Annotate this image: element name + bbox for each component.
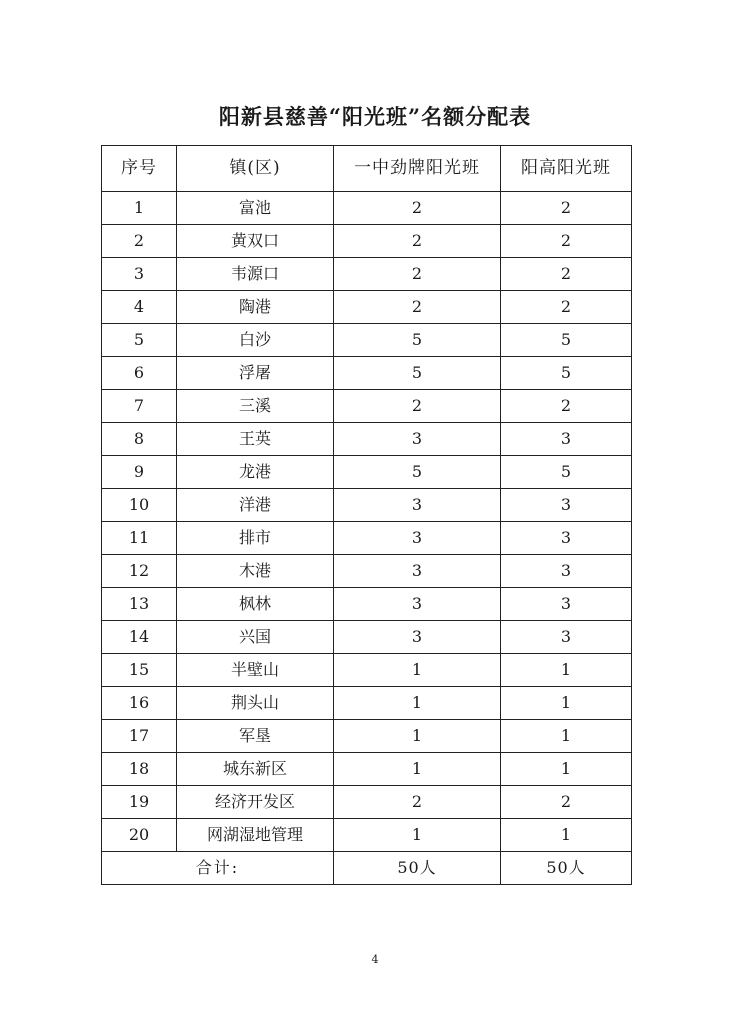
cell-index: 5 bbox=[102, 324, 177, 357]
page-number: 4 bbox=[371, 953, 379, 966]
cell-yizhong: 3 bbox=[334, 423, 501, 456]
table-row bbox=[102, 588, 632, 621]
cell-town: 城东新区 bbox=[177, 753, 334, 786]
cell-yizhong: 1 bbox=[334, 819, 501, 852]
total-yizhong: 50人 bbox=[334, 852, 501, 885]
table-row bbox=[102, 291, 632, 324]
cell-yanggao: 2 bbox=[501, 390, 632, 423]
cell-town: 网湖湿地管理 bbox=[177, 819, 334, 852]
cell-yizhong: 2 bbox=[334, 786, 501, 819]
table-row bbox=[102, 390, 632, 423]
cell-yanggao: 1 bbox=[501, 753, 632, 786]
header-yizhong-class: 一中劲牌阳光班 bbox=[334, 146, 501, 192]
cell-index: 7 bbox=[102, 390, 177, 423]
cell-yizhong: 5 bbox=[334, 456, 501, 489]
cell-town: 韦源口 bbox=[177, 258, 334, 291]
cell-yizhong: 3 bbox=[334, 522, 501, 555]
cell-town: 富池 bbox=[177, 192, 334, 225]
table-header-row bbox=[102, 146, 632, 192]
cell-index: 18 bbox=[102, 753, 177, 786]
cell-yanggao: 2 bbox=[501, 258, 632, 291]
cell-yizhong: 1 bbox=[334, 720, 501, 753]
cell-index: 13 bbox=[102, 588, 177, 621]
cell-yizhong: 2 bbox=[334, 258, 501, 291]
allocation-table bbox=[101, 145, 632, 885]
cell-yizhong: 5 bbox=[334, 324, 501, 357]
cell-town: 陶港 bbox=[177, 291, 334, 324]
cell-index: 16 bbox=[102, 687, 177, 720]
cell-town: 军垦 bbox=[177, 720, 334, 753]
table-row bbox=[102, 687, 632, 720]
cell-yanggao: 3 bbox=[501, 555, 632, 588]
header-town: 镇(区) bbox=[177, 146, 334, 192]
cell-yizhong: 5 bbox=[334, 357, 501, 390]
table-row bbox=[102, 522, 632, 555]
cell-town: 枫林 bbox=[177, 588, 334, 621]
table-row bbox=[102, 621, 632, 654]
table-row bbox=[102, 720, 632, 753]
cell-yizhong: 3 bbox=[334, 621, 501, 654]
cell-index: 19 bbox=[102, 786, 177, 819]
cell-yanggao: 1 bbox=[501, 687, 632, 720]
table-row bbox=[102, 357, 632, 390]
cell-yizhong: 3 bbox=[334, 588, 501, 621]
cell-town: 兴国 bbox=[177, 621, 334, 654]
total-yanggao: 50人 bbox=[501, 852, 632, 885]
cell-town: 黄双口 bbox=[177, 225, 334, 258]
cell-yanggao: 3 bbox=[501, 489, 632, 522]
cell-town: 浮屠 bbox=[177, 357, 334, 390]
table-row bbox=[102, 225, 632, 258]
table-row bbox=[102, 654, 632, 687]
header-yanggao-class: 阳高阳光班 bbox=[501, 146, 632, 192]
cell-index: 15 bbox=[102, 654, 177, 687]
cell-index: 20 bbox=[102, 819, 177, 852]
header-index: 序号 bbox=[102, 146, 177, 192]
cell-yanggao: 5 bbox=[501, 324, 632, 357]
table-row bbox=[102, 753, 632, 786]
cell-index: 12 bbox=[102, 555, 177, 588]
table-row bbox=[102, 786, 632, 819]
cell-yanggao: 5 bbox=[501, 456, 632, 489]
cell-yanggao: 5 bbox=[501, 357, 632, 390]
cell-yanggao: 3 bbox=[501, 621, 632, 654]
document-title: 阳新县慈善“阳光班”名额分配表 bbox=[218, 104, 532, 129]
table-row bbox=[102, 456, 632, 489]
cell-yizhong: 3 bbox=[334, 555, 501, 588]
cell-yanggao: 1 bbox=[501, 720, 632, 753]
cell-index: 1 bbox=[102, 192, 177, 225]
cell-yizhong: 3 bbox=[334, 489, 501, 522]
cell-yizhong: 2 bbox=[334, 390, 501, 423]
table-row bbox=[102, 324, 632, 357]
table-row bbox=[102, 192, 632, 225]
cell-yanggao: 3 bbox=[501, 522, 632, 555]
cell-yizhong: 2 bbox=[334, 291, 501, 324]
table-row bbox=[102, 819, 632, 852]
cell-yanggao: 3 bbox=[501, 588, 632, 621]
table-row bbox=[102, 555, 632, 588]
cell-index: 3 bbox=[102, 258, 177, 291]
cell-town: 龙港 bbox=[177, 456, 334, 489]
cell-town: 白沙 bbox=[177, 324, 334, 357]
cell-yanggao: 2 bbox=[501, 786, 632, 819]
cell-yizhong: 1 bbox=[334, 753, 501, 786]
cell-yanggao: 2 bbox=[501, 225, 632, 258]
cell-yizhong: 2 bbox=[334, 225, 501, 258]
cell-yanggao: 1 bbox=[501, 654, 632, 687]
cell-index: 11 bbox=[102, 522, 177, 555]
cell-yanggao: 2 bbox=[501, 291, 632, 324]
cell-town: 经济开发区 bbox=[177, 786, 334, 819]
total-label: 合计: bbox=[102, 852, 334, 885]
cell-town: 洋港 bbox=[177, 489, 334, 522]
table-body bbox=[102, 192, 632, 852]
cell-index: 8 bbox=[102, 423, 177, 456]
table-row bbox=[102, 423, 632, 456]
cell-yanggao: 3 bbox=[501, 423, 632, 456]
cell-index: 2 bbox=[102, 225, 177, 258]
cell-town: 木港 bbox=[177, 555, 334, 588]
cell-yizhong: 2 bbox=[334, 192, 501, 225]
cell-index: 17 bbox=[102, 720, 177, 753]
table-row bbox=[102, 489, 632, 522]
table-row bbox=[102, 258, 632, 291]
cell-town: 排市 bbox=[177, 522, 334, 555]
cell-town: 荆头山 bbox=[177, 687, 334, 720]
cell-yanggao: 1 bbox=[501, 819, 632, 852]
cell-index: 6 bbox=[102, 357, 177, 390]
total-row bbox=[102, 852, 632, 885]
cell-town: 三溪 bbox=[177, 390, 334, 423]
cell-yizhong: 1 bbox=[334, 687, 501, 720]
cell-yanggao: 2 bbox=[501, 192, 632, 225]
cell-index: 14 bbox=[102, 621, 177, 654]
cell-index: 9 bbox=[102, 456, 177, 489]
cell-index: 10 bbox=[102, 489, 177, 522]
cell-index: 4 bbox=[102, 291, 177, 324]
cell-town: 王英 bbox=[177, 423, 334, 456]
cell-town: 半壁山 bbox=[177, 654, 334, 687]
cell-yizhong: 1 bbox=[334, 654, 501, 687]
